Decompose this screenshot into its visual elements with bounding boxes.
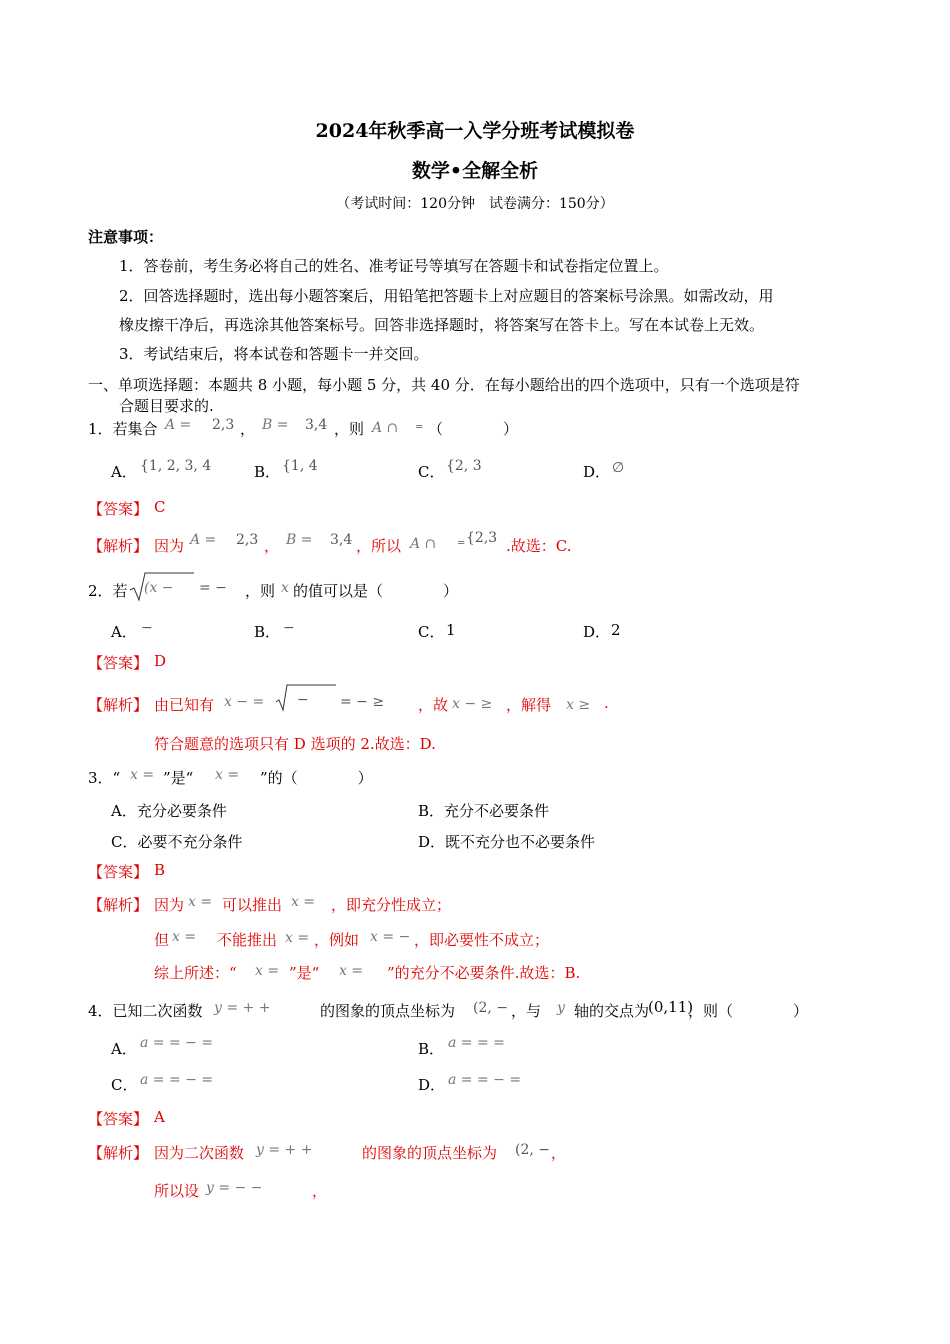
q3-analysis-label: 【解析】 (88, 896, 149, 914)
q1-set-a-elements: 2,3 (212, 417, 235, 433)
q2-option-b: − (283, 620, 295, 636)
q1-stem: 1．若集合 (88, 420, 158, 438)
q2-option-a: − (141, 620, 153, 636)
section-1-heading-line-1: 一、单项选择题：本题共 8 小题，每小题 5 分，共 40 分．在每小题给出的四个选项中，只有一个选项是符 (88, 376, 800, 394)
q4-answer: A (154, 1108, 165, 1126)
q3-option-d: D．既不充分也不必要条件 (418, 833, 596, 851)
q3-option-c: C．必要不充分条件 (111, 833, 243, 851)
q1-answer: C (154, 498, 166, 516)
notice-item-1: 1．答卷前，考生务必将自己的姓名、准考证号等填写在答题卡和试卷指定位置上。 (119, 257, 669, 275)
notice-heading: 注意事项： (88, 228, 164, 246)
q4-option-a: a = = − = (140, 1035, 214, 1051)
q4-stem: 4．已知二次函数 (88, 1002, 203, 1020)
q4-answer-label: 【答案】 (88, 1110, 149, 1128)
q1-set-a: A = (165, 417, 192, 433)
q1-set-b: B = (262, 417, 289, 433)
q4-option-d: a = = − = (448, 1072, 522, 1088)
q1-option-c: {2, 3 (446, 458, 482, 474)
q2-stem: 2．若 (88, 582, 128, 600)
q4-option-c: a = = − = (140, 1072, 214, 1088)
q2-option-d: 2 (611, 621, 621, 639)
exam-subtitle: 数学•全解全析 (411, 160, 539, 182)
q4-intercept: (0,11) (648, 998, 694, 1016)
q2-answer-label: 【答案】 (88, 654, 149, 672)
q3-option-a: A．充分必要条件 (111, 802, 227, 820)
notice-item-3: 3．考试结束后，将本试卷和答题卡一并交回。 (119, 345, 429, 363)
q1-option-b: {1, 4 (282, 458, 318, 474)
q1-option-a: {1, 2, 3, 4 (140, 458, 212, 474)
q3-answer-label: 【答案】 (88, 863, 149, 881)
exam-title: 2024年秋季高一入学分班考试模拟卷 (315, 120, 635, 142)
q1-answer-blank: （ ） (428, 420, 519, 438)
q4-function: y = + + (214, 1000, 271, 1016)
q4-vertex: (2, − (473, 1000, 508, 1016)
q2-analysis-line-2: 符合题意的选项只有 D 选项的 2.故选：D. (154, 735, 436, 753)
q2-answer: D (154, 652, 167, 670)
q3-option-b: B．充分不必要条件 (418, 802, 550, 820)
q1-set-b-elements: 3,4 (305, 417, 328, 433)
q2-radicand: (x − (144, 580, 174, 596)
q1-option-d: ∅ (612, 460, 625, 476)
q1-analysis-label: 【解析】 (88, 537, 149, 555)
q4-analysis-label: 【解析】 (88, 1144, 149, 1162)
notice-item-2-line-1: 2．回答选择题时，选出每小题答案后，用铅笔把答题卡上对应题目的答案标号涂黑。如需改动，用 (119, 287, 774, 305)
q4-option-b: a = = = (448, 1035, 505, 1051)
section-1-heading-line-2: 合题目要求的. (119, 397, 214, 415)
q1-answer-label: 【答案】 (88, 500, 149, 518)
exam-info: （考试时间：120分钟 试卷满分：150分） (336, 196, 614, 212)
notice-item-2-line-2: 橡皮擦干净后，再选涂其他答案标号。回答非选择题时，将答案写在答卡上。写在本试卷上无效。 (119, 316, 765, 334)
q2-analysis-label: 【解析】 (88, 696, 149, 714)
q3-stem: 3．“ (88, 769, 121, 787)
q3-answer: B (154, 861, 166, 879)
q2-option-c: 1 (446, 621, 456, 639)
